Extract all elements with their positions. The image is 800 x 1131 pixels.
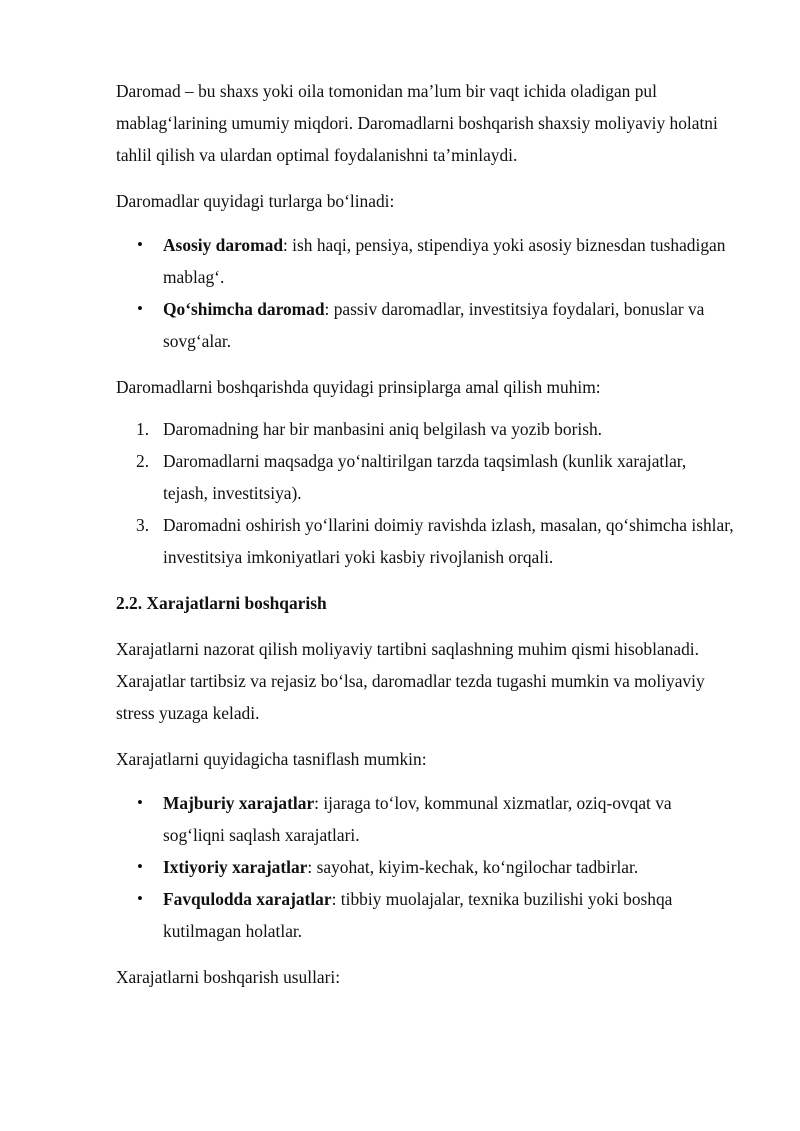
bullet-icon: • xyxy=(137,235,143,254)
list-item xyxy=(116,445,734,509)
list-item-text: : passiv daromadlar, investitsiya foydalari, bonuslar va sovgʻalar. xyxy=(163,299,705,351)
list-item-text: : tibbiy muolajalar, texnika buzilishi yoki boshqa kutilmagan holatlar. xyxy=(163,889,673,941)
expense-types-list xyxy=(116,787,734,947)
list-item xyxy=(116,883,734,947)
principles-list xyxy=(116,413,734,573)
list-item xyxy=(116,851,734,883)
list-item xyxy=(116,787,734,851)
list-item-text: : ijaraga toʻlov, kommunal xizmatlar, oziq-ovqat va sogʻliqni saqlash xarajatlari. xyxy=(163,793,672,845)
bullet-icon: • xyxy=(137,889,143,908)
expense-types-lead: Xarajatlarni quyidagicha tasniflash mumkin: xyxy=(116,749,427,769)
document-page xyxy=(116,75,734,993)
list-item-text: Daromadning har bir manbasini aniq belgilash va yozib borish. xyxy=(163,419,603,439)
section-heading: 2.2. Xarajatlarni boshqarish xyxy=(116,593,327,613)
income-types-lead: Daromadlar quyidagi turlarga boʻlinadi: xyxy=(116,191,395,211)
list-item-term: Asosiy daromad xyxy=(163,235,283,255)
methods-lead: Xarajatlarni boshqarish usullari: xyxy=(116,967,341,987)
bullet-icon: • xyxy=(137,299,143,318)
bullet-icon: • xyxy=(137,857,143,876)
list-item-term: Qoʻshimcha daromad xyxy=(163,299,325,319)
list-item-term: Ixtiyoriy xarajatlar xyxy=(163,857,308,877)
list-item-term: Majburiy xarajatlar xyxy=(163,793,315,813)
income-types-list xyxy=(116,229,734,357)
principles-lead: Daromadlarni boshqarishda quyidagi prinsiplarga amal qilish muhim: xyxy=(116,377,601,397)
list-number: 2. xyxy=(136,451,150,471)
list-item xyxy=(116,293,734,357)
list-item xyxy=(116,229,734,293)
list-number: 3. xyxy=(136,515,150,535)
expenses-paragraph: Xarajatlarni nazorat qilish moliyaviy tartibni saqlashning muhim qismi hisoblanadi. Xarajatlar tartibsiz va rejasiz boʻlsa, daromadlar tezda tugashi mumkin va moliyaviy stress yuzaga keladi. xyxy=(116,639,705,723)
list-item-text: Daromadni oshirish yoʻllarini doimiy ravishda izlash, masalan, qoʻshimcha ishlar, investitsiya imkoniyatlari yoki kasbiy rivojlanish orqali. xyxy=(163,515,734,567)
bullet-icon: • xyxy=(137,793,143,812)
list-item xyxy=(116,509,734,573)
list-item-text: : sayohat, kiyim-kechak, koʻngilochar tadbirlar. xyxy=(307,857,639,877)
list-item-term: Favqulodda xarajatlar xyxy=(163,889,332,909)
list-number: 1. xyxy=(136,419,150,439)
list-item-text: : ish haqi, pensiya, stipendiya yoki asosiy biznesdan tushadigan mablagʻ. xyxy=(163,235,726,287)
list-item xyxy=(116,413,734,445)
intro-paragraph: Daromad – bu shaxs yoki oila tomonidan maʼlum bir vaqt ichida oladigan pul mablagʻlarining umumiy miqdori. Daromadlarni boshqarish shaxsiy moliyaviy holatni tahlil qilish va ulardan optimal foydalanishni taʼminlaydi. xyxy=(116,81,718,165)
list-item-text: Daromadlarni maqsadga yoʻnaltirilgan tarzda taqsimlash (kunlik xarajatlar, tejash, investitsiya). xyxy=(163,451,687,503)
